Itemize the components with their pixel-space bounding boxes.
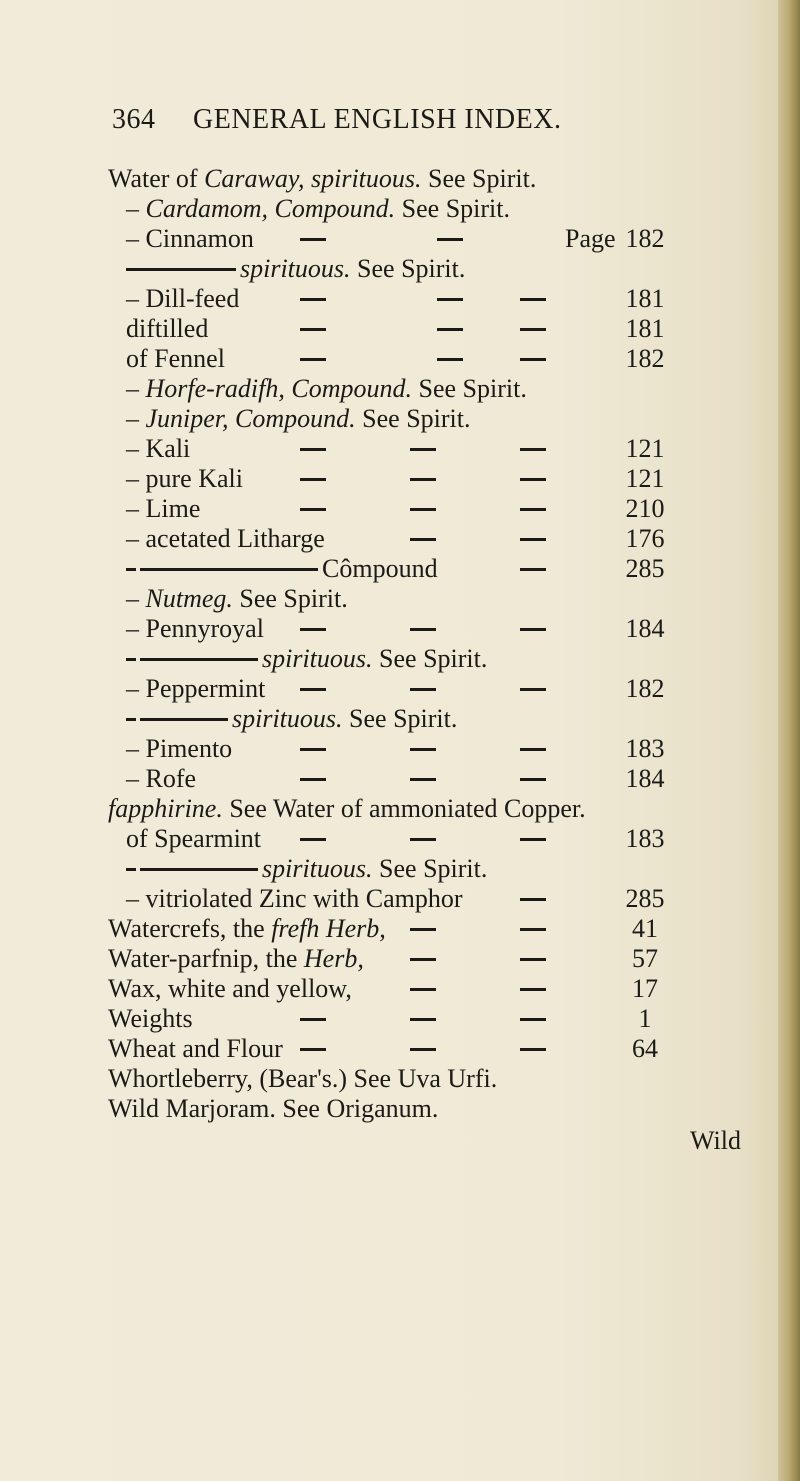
page-reference: 182: [625, 674, 665, 703]
leader-dash: [520, 928, 546, 931]
page-reference: 285: [625, 884, 665, 913]
entry-segment: Weights: [108, 1004, 193, 1033]
page-reference: 182: [625, 344, 665, 373]
leader-dash: [300, 238, 326, 241]
index-entry: [0, 1092, 760, 1126]
entry-text: [126, 432, 190, 466]
running-header: [112, 104, 561, 144]
entry-segment: – Pennyroyal: [126, 614, 264, 643]
page-reference: 183: [625, 734, 665, 763]
italic-term: Juniper, Compound.: [145, 404, 356, 433]
entry-text: [126, 462, 243, 496]
ditto-rule: [140, 658, 258, 661]
leader-dash: [520, 748, 546, 751]
leader-dash: [520, 298, 546, 301]
page-number: 364: [112, 104, 156, 135]
leader-dash: [300, 448, 326, 451]
italic-term: spirituous.: [232, 704, 343, 733]
entry-text: [126, 222, 254, 256]
leader-dash: [126, 658, 136, 661]
entry-segment: Watercrefs, the: [108, 914, 272, 943]
entry-segment: – Pimento: [126, 734, 233, 763]
entry-text: [126, 582, 348, 616]
index-entry: [0, 162, 760, 196]
entry-segment: Whortleberry, (Bear's.) See Uva Urfi.: [108, 1064, 498, 1093]
entry-text: [108, 912, 386, 946]
italic-term: fapphirine.: [108, 794, 223, 823]
entry-segment: See Spirit.: [342, 704, 458, 733]
entry-text: [126, 192, 510, 226]
entry-text: [262, 642, 487, 676]
header-title: GENERAL ENGLISH INDEX.: [193, 104, 562, 135]
index-entry: [0, 882, 760, 916]
entry-text: [262, 852, 487, 886]
leader-dash: [410, 748, 436, 751]
leader-dash: [410, 448, 436, 451]
leader-dash: [410, 628, 436, 631]
italic-term: Caraway, spirituous.: [204, 164, 422, 193]
leader-dash: [520, 688, 546, 691]
leader-dash: [520, 1048, 546, 1051]
leader-dash: [520, 958, 546, 961]
ditto-rule: [140, 568, 318, 571]
index-entry: [0, 1002, 760, 1036]
leader-dash: [437, 358, 463, 361]
leader-dash: [300, 1018, 326, 1021]
index-entry: [0, 432, 760, 466]
entry-text: [126, 402, 471, 436]
entry-segment: –: [126, 584, 146, 613]
page-reference: 181: [625, 314, 665, 343]
index-entry: [0, 312, 760, 346]
index-entry: [0, 192, 760, 226]
entry-segment: Cômpound: [322, 554, 438, 583]
page-reference: 17: [632, 974, 658, 1003]
page-reference: 57: [632, 944, 658, 973]
entry-text: [126, 762, 196, 796]
index-entry: [0, 282, 760, 316]
entry-segment: – Cinnamon: [126, 224, 254, 253]
entry-segment: – Dill-feed: [126, 284, 240, 313]
index-entry: [0, 822, 760, 856]
entry-segment: See Spirit.: [395, 194, 511, 223]
page-reference: 183: [625, 824, 665, 853]
index-entry: [0, 372, 760, 406]
leader-dash: [410, 928, 436, 931]
entry-segment: See Spirit.: [372, 644, 488, 673]
page-reference: 210: [625, 494, 665, 523]
italic-term: Horfe-radifh, Compound.: [145, 374, 412, 403]
entry-text: [240, 252, 465, 286]
italic-term: spirituous.: [240, 254, 351, 283]
leader-dash: [300, 838, 326, 841]
leader-dash: [410, 688, 436, 691]
catchword: Wild: [690, 1126, 741, 1155]
page-reference: 1: [638, 1004, 652, 1033]
index-entry: [0, 702, 760, 736]
page-reference: 184: [625, 614, 665, 643]
entry-text: [126, 492, 200, 526]
entry-segment: See Spirit.: [232, 584, 348, 613]
leader-dash: [300, 298, 326, 301]
leader-dash: [300, 628, 326, 631]
entry-segment: Wax, white and yellow,: [108, 974, 352, 1003]
leader-dash: [520, 328, 546, 331]
entry-text: [108, 1062, 497, 1096]
leader-dash: [300, 358, 326, 361]
leader-dash: [520, 838, 546, 841]
index-entry: [0, 732, 760, 766]
leader-dash: [126, 868, 136, 871]
index-entry: [0, 762, 760, 796]
entry-segment: See Spirit.: [372, 854, 488, 883]
leader-dash: [520, 478, 546, 481]
leader-dash: [300, 508, 326, 511]
page-reference: 285: [625, 554, 665, 583]
entry-segment: Water-parfnip, the: [108, 944, 304, 973]
entry-text: [108, 792, 586, 826]
leader-dash: [437, 328, 463, 331]
leader-dash: [126, 718, 136, 721]
entry-text: [126, 672, 265, 706]
entry-segment: – Lime: [126, 494, 201, 523]
entry-text: [126, 822, 261, 856]
entry-text: [108, 162, 536, 196]
entry-segment: Wheat and Flour: [108, 1034, 283, 1063]
leader-dash: [410, 778, 436, 781]
entry-text: [126, 522, 325, 556]
index-entry: [0, 792, 760, 826]
leader-dash: [520, 538, 546, 541]
entry-segment: See Spirit.: [412, 374, 527, 403]
entry-segment: – vitriolated Zinc with Camphor: [126, 884, 463, 913]
ditto-rule: [140, 718, 228, 721]
page-reference: 64: [632, 1034, 658, 1063]
entry-text: [108, 1092, 438, 1126]
index-entry: [0, 1032, 760, 1066]
index-entry: [0, 582, 760, 616]
index-entry: [0, 462, 760, 496]
entry-segment: See Water of ammoniated Copper.: [222, 794, 586, 823]
leader-dash: [300, 688, 326, 691]
entry-segment: See Spirit.: [355, 404, 471, 433]
leader-dash: [410, 508, 436, 511]
index-entry: [0, 612, 760, 646]
index-entry: [0, 252, 760, 286]
leader-dash: [300, 328, 326, 331]
entry-text: [108, 942, 364, 976]
entry-segment: of Spearmint: [126, 824, 262, 853]
entry-segment: – Kali: [126, 434, 191, 463]
index-entry: [0, 912, 760, 946]
leader-dash: [410, 838, 436, 841]
entry-segment: – Peppermint: [126, 674, 266, 703]
entry-text: [126, 372, 527, 406]
page-reference: 184: [625, 764, 665, 793]
leader-dash: [520, 628, 546, 631]
leader-dash: [410, 478, 436, 481]
italic-term: Nutmeg.: [145, 584, 233, 613]
leader-dash: [520, 778, 546, 781]
entry-text: [126, 612, 264, 646]
leader-dash: [126, 568, 136, 571]
entry-segment: See Spirit.: [421, 164, 537, 193]
leader-dash: [300, 748, 326, 751]
page-reference: 176: [625, 524, 665, 553]
entry-segment: – pure Kali: [126, 464, 243, 493]
page-reference: 121: [625, 464, 665, 493]
italic-term: Cardamom, Compound.: [145, 194, 396, 223]
entry-segment: –: [126, 404, 146, 433]
entry-text: [126, 312, 208, 346]
leader-dash: [300, 778, 326, 781]
leader-dash: [410, 1048, 436, 1051]
entry-segment: of Fennel: [126, 344, 225, 373]
entry-segment: diftilled: [126, 314, 209, 343]
leader-dash: [410, 958, 436, 961]
index-entry: [0, 972, 760, 1006]
entry-text: [126, 282, 239, 316]
leader-dash: [410, 988, 436, 991]
page-reference: 181: [625, 284, 665, 313]
leader-dash: [520, 898, 546, 901]
leader-dash: [520, 508, 546, 511]
entry-segment: – Rofe: [126, 764, 197, 793]
entry-text: [108, 1032, 283, 1066]
index-entry: [0, 342, 760, 376]
leader-dash: [300, 1048, 326, 1051]
entry-segment: Wild Marjoram. See Origanum.: [108, 1094, 439, 1123]
entry-text: [108, 972, 352, 1006]
italic-term: spirituous.: [262, 854, 373, 883]
entry-text: [108, 1002, 193, 1036]
leader-dash: [520, 1018, 546, 1021]
index-entry: [0, 522, 760, 556]
page-label: Page: [565, 224, 616, 253]
leader-dash: [300, 478, 326, 481]
leader-dash: [437, 298, 463, 301]
index-entry: [0, 852, 760, 886]
page-reference: 121: [625, 434, 665, 463]
leader-dash: [410, 538, 436, 541]
leader-dash: [437, 238, 463, 241]
index-entry: [0, 552, 760, 586]
entry-text: [126, 882, 463, 916]
entry-segment: –: [126, 194, 146, 223]
index-entry: [0, 672, 760, 706]
index-entry: [0, 402, 760, 436]
page-edge: [778, 0, 800, 1481]
italic-term: spirituous.: [262, 644, 373, 673]
entry-text: [126, 342, 225, 376]
entry-segment: See Spirit.: [350, 254, 466, 283]
entry-segment: – acetated Litharge: [126, 524, 325, 553]
index-entry: [0, 492, 760, 526]
page-reference: 182: [625, 224, 665, 253]
entry-text: [322, 552, 438, 586]
leader-dash: [520, 988, 546, 991]
page-reference: 41: [632, 914, 658, 943]
italic-term: frefh Herb,: [271, 914, 386, 943]
index-entry: [0, 222, 760, 256]
entry-segment: –: [126, 374, 146, 403]
ditto-rule: [140, 868, 258, 871]
leader-dash: [520, 358, 546, 361]
entry-segment: Water of: [108, 164, 205, 193]
leader-dash: [520, 568, 546, 571]
ditto-rule: [128, 268, 236, 271]
italic-term: Herb,: [303, 944, 364, 973]
index-entry: [0, 642, 760, 676]
index-entry: [0, 942, 760, 976]
entry-text: [232, 702, 457, 736]
index-entry: [0, 1062, 760, 1096]
entry-text: [126, 732, 232, 766]
leader-dash: [520, 448, 546, 451]
leader-dash: [410, 1018, 436, 1021]
